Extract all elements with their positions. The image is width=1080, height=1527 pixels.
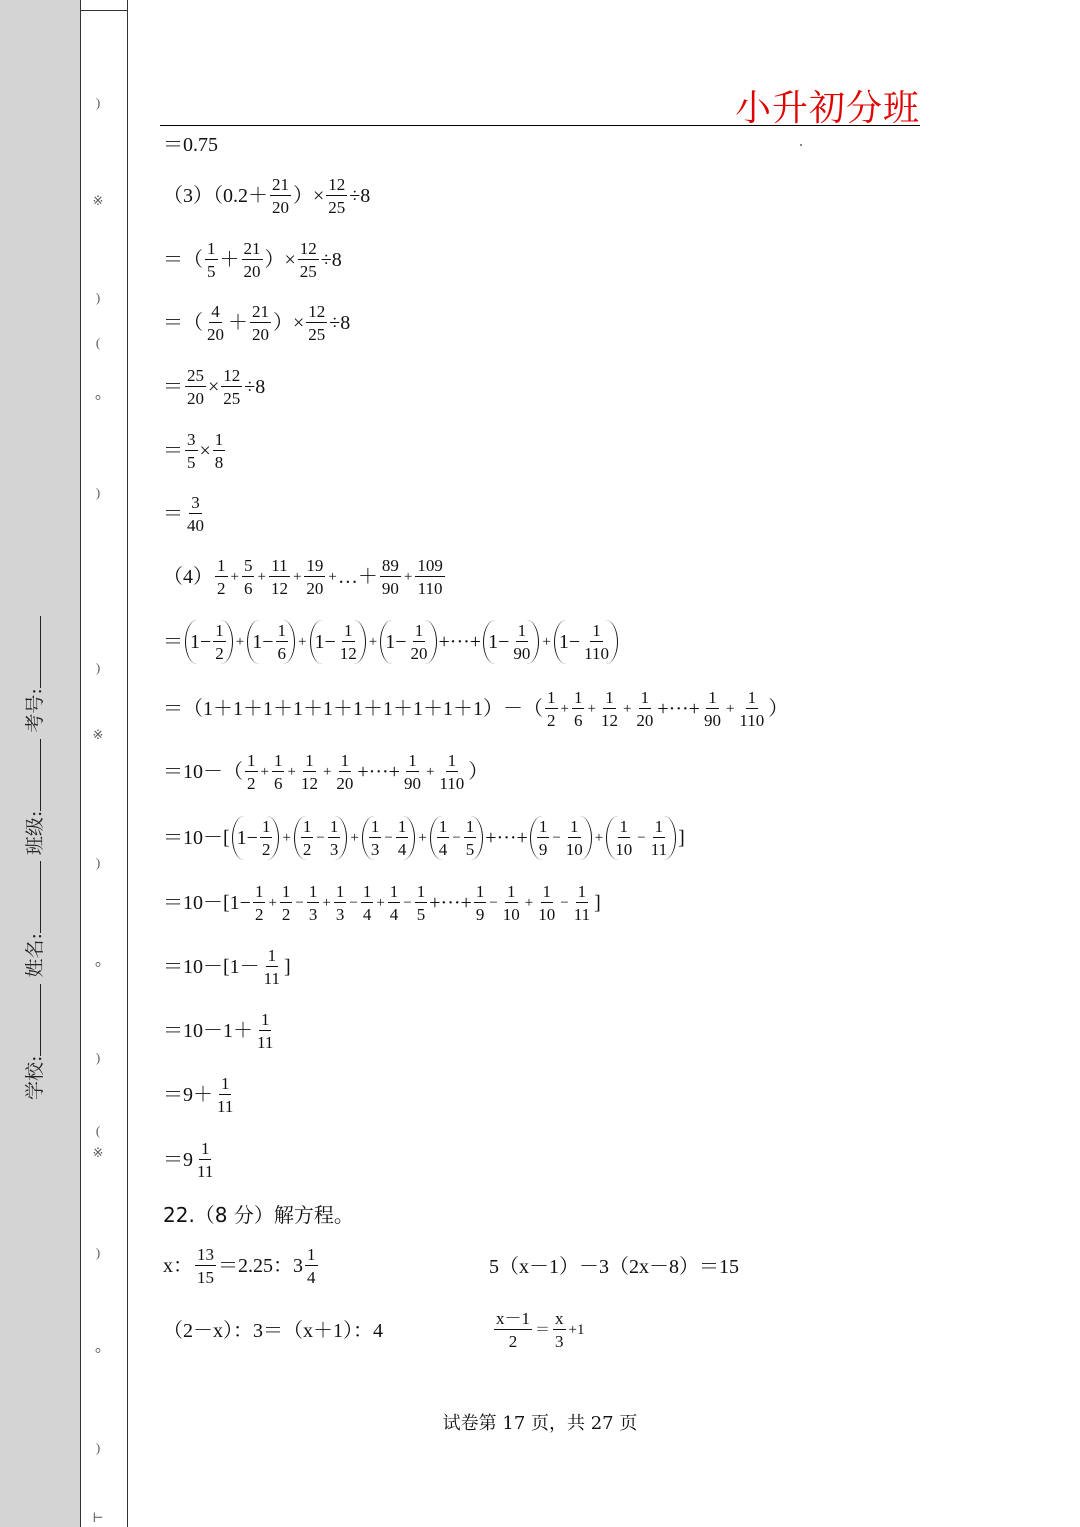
numerator: x <box>555 1309 564 1328</box>
fraction <box>380 557 401 597</box>
denominator: 8 <box>214 453 224 472</box>
numerator: 1 <box>605 688 614 707</box>
step-line-13: ＝10－[1－ $\frac{1}{11}$ ] <box>163 946 291 988</box>
fraction <box>326 176 347 216</box>
equation-1: x： $\frac{13}{15}$ ＝2.25：3 $\frac{1}{4}$ <box>163 1245 316 1287</box>
denominator: 11 <box>257 1033 274 1052</box>
step-line-2: ＝ （ $\frac{1}{5}$ ＋ $\frac{21}{20}$ ） × $\frac{12}{25}$ ÷8 <box>163 239 342 281</box>
header-rule <box>160 125 920 126</box>
fraction <box>213 622 226 662</box>
numerator: 1 <box>247 751 256 770</box>
fraction <box>537 818 550 858</box>
fraction <box>501 883 522 923</box>
denominator: 4 <box>362 905 372 924</box>
fraction <box>270 176 291 216</box>
numerator: 12 <box>308 302 326 321</box>
denominator: 12 <box>600 711 618 730</box>
fraction <box>213 431 226 471</box>
denominator: 5 <box>416 905 426 924</box>
school-label: 学校: <box>24 1055 46 1100</box>
seal-mark: ) <box>95 95 101 110</box>
denominator: 4 <box>438 840 448 859</box>
numerator: 1 <box>267 946 277 965</box>
numerator: 1 <box>570 817 579 836</box>
fraction <box>369 818 382 858</box>
fraction <box>582 622 611 662</box>
fraction <box>334 883 347 923</box>
fraction <box>464 818 477 858</box>
denominator: 2 <box>302 840 312 859</box>
numerator: 3 <box>187 430 196 449</box>
denominator: 20 <box>336 774 354 793</box>
question-22-title: 22.（8 分）解方程。 <box>163 1203 354 1227</box>
fraction <box>195 1140 215 1180</box>
fraction <box>415 557 445 597</box>
denominator: 110 <box>584 644 609 663</box>
fraction <box>299 752 320 792</box>
class-label: 班级: <box>24 810 46 856</box>
fraction <box>307 883 320 923</box>
numerator: 1 <box>307 1245 316 1264</box>
fraction <box>649 818 669 858</box>
numerator: 1 <box>517 621 527 640</box>
denominator: 9 <box>475 905 485 924</box>
numerator: 1 <box>438 817 448 836</box>
numerator: 1 <box>708 688 717 707</box>
fraction <box>298 240 319 280</box>
fraction <box>280 883 293 923</box>
fraction <box>306 303 327 343</box>
numerator: 1 <box>277 621 287 640</box>
name-blank[interactable] <box>22 861 41 933</box>
fraction <box>388 883 401 923</box>
seal-mark: ) <box>95 485 101 500</box>
student-info-fields <box>20 460 70 1100</box>
fraction <box>255 1011 275 1051</box>
step-line-14: ＝10－1＋ $\frac{1}{11}$ <box>163 1010 274 1052</box>
numerator: 1 <box>260 1010 270 1029</box>
step-line-4: ＝ $\frac{25}{20}$ × $\frac{12}{25}$ ÷8 <box>163 366 266 408</box>
fraction <box>185 431 198 471</box>
fraction <box>437 752 466 792</box>
fraction <box>272 752 285 792</box>
seal-mark: ( <box>95 335 101 350</box>
equation-3: （2－x）：3＝（x＋1）：4 <box>163 1320 383 1342</box>
denominator: 11 <box>573 905 591 924</box>
numerator: 19 <box>306 556 324 575</box>
numerator: 1 <box>207 239 216 258</box>
denominator: 2 <box>547 711 556 730</box>
denominator: 2 <box>281 905 291 924</box>
numerator: 25 <box>187 366 204 385</box>
denominator: 110 <box>739 711 765 730</box>
denominator: 10 <box>538 905 556 924</box>
fraction <box>195 1246 216 1286</box>
denominator: 3 <box>308 905 318 924</box>
numerator: 21 <box>243 239 261 258</box>
number-label: 考号: <box>24 688 46 733</box>
denominator: 90 <box>703 711 721 730</box>
numerator: 1 <box>547 688 556 707</box>
denominator: 10 <box>565 840 583 859</box>
numerator: 1 <box>408 751 417 770</box>
numerator: 1 <box>542 882 551 901</box>
numerator: 13 <box>197 1245 214 1264</box>
numerator: 1 <box>308 882 318 901</box>
fraction <box>572 689 585 729</box>
fraction <box>185 367 206 407</box>
numerator: 1 <box>640 688 650 707</box>
fraction <box>511 622 532 662</box>
denominator: 90 <box>513 644 531 663</box>
fraction <box>437 818 450 858</box>
denominator: 3 <box>555 1332 564 1351</box>
fraction <box>215 557 228 597</box>
numerator: 1 <box>577 882 587 901</box>
numerator: 1 <box>389 882 399 901</box>
numerator: 1 <box>573 688 583 707</box>
numerator: 1 <box>465 817 475 836</box>
seal-mark: ) <box>95 660 101 675</box>
numerator: 1 <box>273 751 283 770</box>
step-line-0: ＝0.75 <box>163 134 218 156</box>
seal-mark: ※ <box>92 1145 104 1160</box>
fraction <box>250 303 271 343</box>
numerator: 12 <box>223 366 241 385</box>
denominator: 6 <box>243 579 253 598</box>
denominator: 6 <box>277 644 287 663</box>
fraction <box>260 818 273 858</box>
equation-4: $\frac{x-1}{2}$ ＝ $\frac{x}{3}$ +1 <box>496 1309 585 1351</box>
seal-mark: ⸰ <box>94 390 102 405</box>
fraction <box>338 622 359 662</box>
denominator: 11 <box>217 1097 234 1116</box>
fraction <box>634 689 655 729</box>
numerator: 109 <box>417 556 443 575</box>
denominator: 25 <box>328 198 346 217</box>
fraction <box>474 883 487 923</box>
class-blank[interactable] <box>22 739 41 811</box>
numerator: 21 <box>252 302 269 321</box>
seal-mark: ) <box>95 1245 101 1260</box>
fraction <box>599 689 620 729</box>
step-line-7: （4） $\frac{1}{2}$ + $\frac{5}{6}$ + $\frac{11}{12}$ + $\frac{19}{20}$ + …＋ $\frac{89}{90}$ + $\frac{109}{110}$ <box>163 556 443 598</box>
denominator: 12 <box>270 579 288 598</box>
denominator: 20 <box>243 262 261 281</box>
fraction <box>262 947 282 987</box>
numerator: 1 <box>507 882 516 901</box>
denominator: 11 <box>263 969 281 988</box>
denominator: 3 <box>329 840 339 859</box>
numerator: 5 <box>243 556 253 575</box>
denominator: 12 <box>300 774 318 793</box>
denominator: 2 <box>247 774 256 793</box>
step-line-8: ＝ 1− $\frac{1}{2}$ + 1− $\frac{1}{6}$ + 1− $\frac{1}{12}$ + 1− $\frac{1}{20}$ +···+ 1− $\frac{1}{90}$ + 1− $\frac{1}{110}$ <box>163 620 620 664</box>
denominator: 20 <box>306 579 324 598</box>
seal-line-strip <box>80 0 128 1527</box>
denominator: 20 <box>187 389 204 408</box>
denominator: 2 <box>254 905 264 924</box>
denominator: 3 <box>335 905 345 924</box>
fraction <box>242 557 255 597</box>
step-line-12: ＝10－[1− $\frac{1}{2}$ + $\frac{1}{2}$ − $\frac{1}{3}$ + $\frac{1}{3}$ − $\frac{1}{4}$ + $\frac{1}{4}$ − $\frac{1}{5}$ +···+ $\frac{1}{9}$ − $\frac{1}{10}$ + $\frac{1}{10}$ − $\frac{1}{11}$ ] <box>163 882 601 924</box>
numerator: 1 <box>254 882 264 901</box>
denominator: 25 <box>308 325 326 344</box>
denominator: 4 <box>307 1268 316 1287</box>
denominator: 5 <box>465 840 475 859</box>
numerator: 12 <box>328 175 346 194</box>
fraction <box>396 818 409 858</box>
numerator: 1 <box>538 817 548 836</box>
seal-mark: ( <box>95 1123 101 1138</box>
seal-mark: ) <box>95 290 101 305</box>
step-line-6: ＝ $\frac{3}{40}$ <box>163 493 204 535</box>
header-title: 小升初分班 <box>735 88 921 129</box>
numerator: 1 <box>370 817 380 836</box>
denominator: 12 <box>339 644 357 663</box>
name-label: 姓名: <box>24 933 46 978</box>
fraction <box>276 622 289 662</box>
fraction <box>304 557 325 597</box>
fraction <box>409 622 430 662</box>
denominator: 5 <box>207 262 216 281</box>
fraction <box>205 240 218 280</box>
seal-mark: ⸰ <box>94 1343 102 1358</box>
numerator: 12 <box>299 239 317 258</box>
step-line-11: ＝10－[ 1− $\frac{1}{2}$ + $\frac{1}{2}$ − $\frac{1}{3}$ + $\frac{1}{3}$ − $\frac{1}{4}$ + $\frac{1}{4}$ − $\frac{1}{5}$ +···+ $\frac{1}{9}$ − $\frac{1}{10}$ + $\frac{1}{10}$ − $\frac{1}{11}$ ] <box>163 817 685 859</box>
numerator: 11 <box>271 556 288 575</box>
denominator: 11 <box>650 840 668 859</box>
fraction <box>185 494 206 534</box>
fraction <box>205 303 226 343</box>
denominator: 10 <box>615 840 633 859</box>
seal-mark: ) <box>95 855 101 870</box>
equation-2: 5（x－1）－3（2x－8）＝15 <box>489 1256 739 1278</box>
numerator: 1 <box>592 621 601 640</box>
seal-mark: ⸰ <box>94 957 102 972</box>
denominator: 10 <box>502 905 520 924</box>
numerator: 1 <box>747 688 757 707</box>
step-line-15: ＝9＋ $\frac{1}{11}$ <box>163 1074 234 1116</box>
numerator: 1 <box>329 817 339 836</box>
fraction <box>301 818 314 858</box>
numerator: 1 <box>217 556 226 575</box>
numerator: 1 <box>214 430 224 449</box>
numerator: 1 <box>305 751 314 770</box>
numerator: 1 <box>200 1139 210 1158</box>
denominator: 2 <box>508 1332 518 1351</box>
fraction <box>361 883 374 923</box>
step-line-9: ＝（1＋1＋1＋1＋1＋1＋1＋1＋1＋1）－（ $\frac{1}{2}$ + $\frac{1}{6}$ + $\frac{1}{12}$ + $\frac{1}{20}$ +···+ $\frac{1}{90}$ + $\frac{1}{110}$ ） <box>163 688 789 730</box>
denominator: 2 <box>217 579 226 598</box>
denominator: 20 <box>636 711 654 730</box>
denominator: 4 <box>397 840 407 859</box>
denominator: 5 <box>187 453 196 472</box>
denominator: 110 <box>417 579 443 598</box>
denominator: 40 <box>187 516 204 535</box>
fraction <box>494 1310 532 1350</box>
numerator: 1 <box>220 1074 230 1093</box>
fraction <box>536 883 557 923</box>
numerator: 21 <box>272 175 289 194</box>
denominator: 15 <box>197 1268 214 1287</box>
page-footer: 试卷第 17 页，共 27 页 <box>442 1413 638 1434</box>
fraction <box>305 1246 318 1286</box>
numerator: 89 <box>381 556 399 575</box>
numerator: 1 <box>414 621 424 640</box>
fraction <box>328 818 341 858</box>
numerator: 1 <box>281 882 291 901</box>
school-blank[interactable] <box>22 984 41 1056</box>
numerator: 3 <box>191 493 200 512</box>
fraction <box>572 883 592 923</box>
seal-mark: ) <box>95 1440 101 1455</box>
numerator: 1 <box>416 882 426 901</box>
numerator: 1 <box>261 817 271 836</box>
seal-mark: ※ <box>92 193 104 208</box>
speck <box>800 144 802 146</box>
denominator: 25 <box>223 389 241 408</box>
step-line-10: ＝10－（ $\frac{1}{2}$ + $\frac{1}{6}$ + $\frac{1}{12}$ + $\frac{1}{20}$ +···+ $\frac{1}{90}$ + $\frac{1}{110}$ ） <box>163 751 489 793</box>
numerator: 1 <box>335 882 345 901</box>
step-line-3: ＝ （ $\frac{4}{20}$ ＋ $\frac{21}{20}$ ） × $\frac{12}{25}$ ÷8 <box>163 302 351 344</box>
numerator: 1 <box>619 817 628 836</box>
fraction <box>253 883 266 923</box>
numerator: 1 <box>340 751 350 770</box>
numerator: 1 <box>447 751 457 770</box>
fraction <box>545 689 558 729</box>
denominator: 9 <box>538 840 548 859</box>
numerator: 1 <box>362 882 372 901</box>
denominator: 2 <box>215 644 224 663</box>
fraction <box>215 1075 235 1115</box>
numerator: 1 <box>397 817 407 836</box>
fraction <box>269 557 290 597</box>
number-blank[interactable] <box>22 616 41 688</box>
fraction <box>702 689 723 729</box>
fraction <box>564 818 585 858</box>
denominator: 20 <box>252 325 269 344</box>
denominator: 20 <box>207 325 224 344</box>
denominator: 90 <box>381 579 399 598</box>
denominator: 6 <box>573 711 583 730</box>
fraction <box>613 818 634 858</box>
seal-mark: ⊢ <box>92 1510 104 1525</box>
numerator: 1 <box>215 621 224 640</box>
seal-mark: ※ <box>92 727 104 742</box>
numerator: 1 <box>302 817 312 836</box>
fraction <box>221 367 242 407</box>
denominator: 3 <box>370 840 380 859</box>
seal-mark: ) <box>95 1050 101 1065</box>
denominator: 6 <box>273 774 283 793</box>
denominator: 20 <box>410 644 428 663</box>
denominator: 20 <box>272 198 289 217</box>
numerator: x－1 <box>496 1309 530 1328</box>
fraction <box>245 752 258 792</box>
denominator: 11 <box>197 1162 214 1181</box>
denominator: 25 <box>299 262 317 281</box>
numerator: 4 <box>211 302 220 321</box>
numerator: 1 <box>344 621 353 640</box>
numerator: 1 <box>654 817 664 836</box>
fraction <box>402 752 423 792</box>
fraction <box>415 883 428 923</box>
step-line-5: ＝ $\frac{3}{5}$ × $\frac{1}{8}$ <box>163 430 224 472</box>
denominator: 90 <box>403 774 421 793</box>
fraction <box>737 689 766 729</box>
numerator: 1 <box>475 882 485 901</box>
fraction <box>334 752 355 792</box>
step-line-1: （3）（0.2＋ $\frac{21}{20}$ ） × $\frac{12}{25}$ ÷8 <box>163 175 371 217</box>
denominator: 2 <box>261 840 271 859</box>
seal-line-top <box>80 0 127 11</box>
fraction <box>242 240 263 280</box>
step-line-16: ＝9 $\frac{1}{11}$ <box>163 1139 214 1181</box>
denominator: 110 <box>439 774 465 793</box>
fraction <box>553 1310 566 1350</box>
denominator: 4 <box>389 905 399 924</box>
